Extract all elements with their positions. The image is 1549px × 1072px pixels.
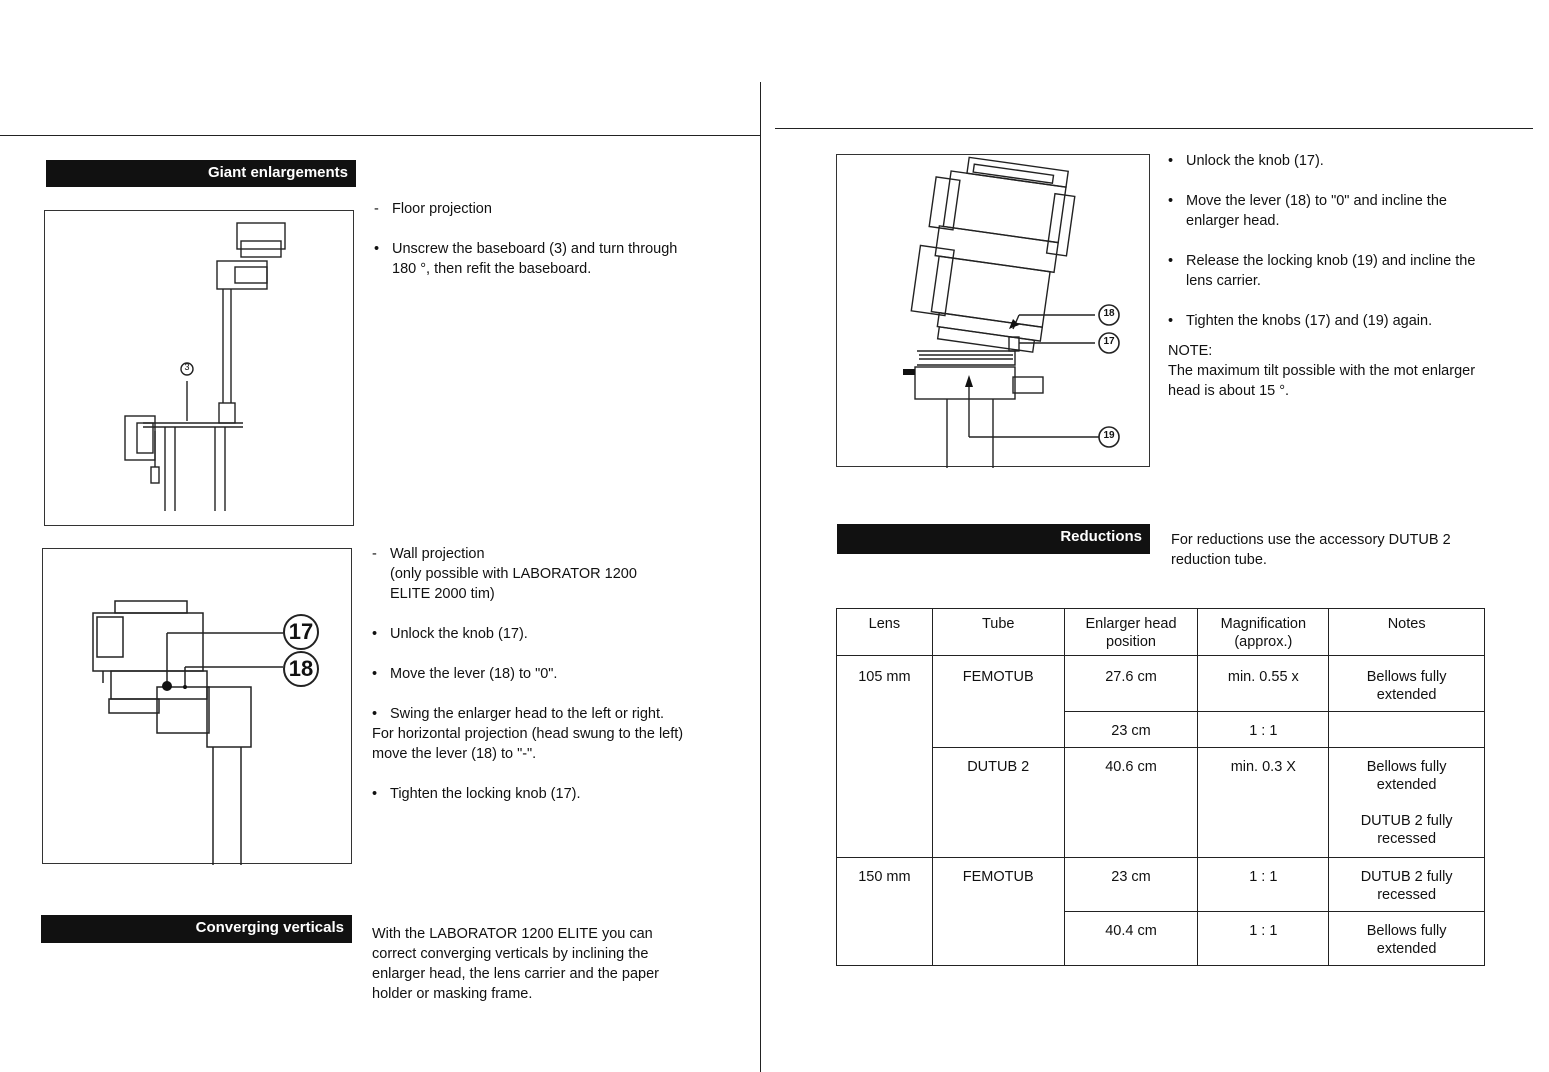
cell-magnification: min. 0.3 X [1198, 748, 1329, 858]
callout-19: 19 [1103, 430, 1115, 441]
left-header-rule [0, 135, 760, 136]
tilt-step-2: Move the lever (18) to "0" and incline the enlarger head. [1186, 193, 1447, 229]
wall-projection-sub1: (only possible with LABORATOR 1200 [390, 566, 637, 582]
cell-notes: Bellows fully extended [1329, 912, 1485, 966]
wall-horizontal-note: For horizontal projection (head swung to the left) move the lever (18) to "-". [372, 726, 684, 762]
bullet-mark: • [1168, 193, 1174, 209]
right-header-rule [775, 128, 1533, 129]
cell-tube [932, 712, 1064, 748]
wall-projection-sub2: ELITE 2000 tim) [390, 586, 495, 602]
figure-tilt-head [836, 154, 1150, 467]
cell-position: 40.4 cm [1064, 912, 1198, 966]
cell-lens: 150 mm [837, 858, 933, 912]
bullet-mark: • [372, 786, 378, 802]
header-tube: Tube [932, 609, 1064, 656]
cell-tube: DUTUB 2 [932, 748, 1064, 858]
bullet-mark: • [1168, 153, 1174, 169]
cell-tube: FEMOTUB [932, 656, 1064, 712]
tilt-note-text: The maximum tilt possible with the mot enlarger head is about 15 °. [1168, 363, 1476, 399]
cell-lens [837, 748, 933, 858]
cell-notes: DUTUB 2 fully recessed [1329, 858, 1485, 912]
bullet-mark: • [372, 706, 378, 722]
section-title-converging-verticals: Converging verticals [41, 915, 352, 943]
cell-tube: FEMOTUB [932, 858, 1064, 912]
floor-projection-drawing [45, 211, 355, 527]
tilt-step-4: Tighten the knobs (17) and (19) again. [1186, 313, 1433, 329]
page-gutter [760, 82, 761, 1072]
wall-projection-heading: Wall projection [390, 546, 485, 562]
wall-step-3: Swing the enlarger head to the left or right. [390, 706, 665, 722]
bullet-mark: • [1168, 313, 1174, 329]
cell-magnification: min. 0.55 x [1198, 656, 1329, 712]
cell-lens: 105 mm [837, 656, 933, 712]
tilt-step-1: Unlock the knob (17). [1186, 153, 1324, 169]
cell-position: 27.6 cm [1064, 656, 1198, 712]
table-row [837, 748, 1485, 858]
cell-position: 23 cm [1064, 712, 1198, 748]
reductions-table [836, 608, 1485, 966]
cell-magnification: 1 : 1 [1198, 858, 1329, 912]
wall-step-2: Move the lever (18) to "0". [390, 666, 558, 682]
header-magnification: Magnification (approx.) [1198, 609, 1329, 656]
reductions-text: For reductions use the accessory DUTUB 2 reduction tube. [1171, 532, 1451, 568]
callout-17: 17 [288, 619, 314, 644]
table-row [837, 858, 1485, 912]
cell-lens [837, 712, 933, 748]
cell-notes [1329, 712, 1485, 748]
tilt-step-3: Release the locking knob (19) and incline the lens carrier. [1186, 253, 1476, 289]
callout-18: 18 [288, 656, 314, 681]
figure-wall-projection [42, 548, 352, 864]
floor-projection-step: Unscrew the baseboard (3) and turn through 180 °, then refit the baseboard. [392, 241, 678, 277]
header-notes: Notes [1329, 609, 1485, 656]
cell-magnification: 1 : 1 [1198, 912, 1329, 966]
table-row [837, 656, 1485, 712]
callout-17: 17 [1103, 336, 1115, 347]
floor-projection-heading: Floor projection [392, 201, 492, 217]
cell-position: 40.6 cm [1064, 748, 1198, 858]
callout-18: 18 [1103, 308, 1115, 319]
table-row [837, 712, 1485, 748]
cell-tube [932, 912, 1064, 966]
table-header-row [837, 609, 1485, 656]
table-row [837, 912, 1485, 966]
dash-mark: - [374, 201, 379, 217]
bullet-mark: • [1168, 253, 1174, 269]
bullet-mark: • [374, 241, 380, 257]
floor-projection-text [374, 199, 684, 299]
section-title-giant-enlargements: Giant enlargements [46, 160, 356, 187]
figure-floor-projection [44, 210, 354, 526]
cell-magnification: 1 : 1 [1198, 712, 1329, 748]
converging-verticals-text: With the LABORATOR 1200 ELITE you can correct converging verticals by inclining the enlarger head, the lens carrier and the paper holder or masking frame. [372, 926, 659, 1002]
header-lens: Lens [837, 609, 933, 656]
bullet-mark: • [372, 626, 378, 642]
callout-3: 3 [184, 362, 190, 372]
wall-projection-text [372, 544, 684, 824]
wall-projection-drawing [43, 549, 353, 865]
cell-notes [1329, 748, 1485, 858]
cell-lens [837, 912, 933, 966]
section-title-reductions: Reductions [837, 524, 1150, 554]
bullet-mark: • [372, 666, 378, 682]
wall-step-1: Unlock the knob (17). [390, 626, 528, 642]
cell-notes-line-1: Bellows fully extended [1366, 759, 1447, 793]
header-position: Enlarger head position [1064, 609, 1198, 656]
dash-mark: - [372, 546, 377, 562]
cell-notes: Bellows fully extended [1329, 656, 1485, 712]
cell-notes-line-2: DUTUB 2 fully recessed [1360, 813, 1453, 847]
cell-position: 23 cm [1064, 858, 1198, 912]
wall-step-4: Tighten the locking knob (17). [390, 786, 581, 802]
tilt-instructions [1168, 151, 1490, 401]
tilt-note-label: NOTE: [1168, 343, 1213, 359]
